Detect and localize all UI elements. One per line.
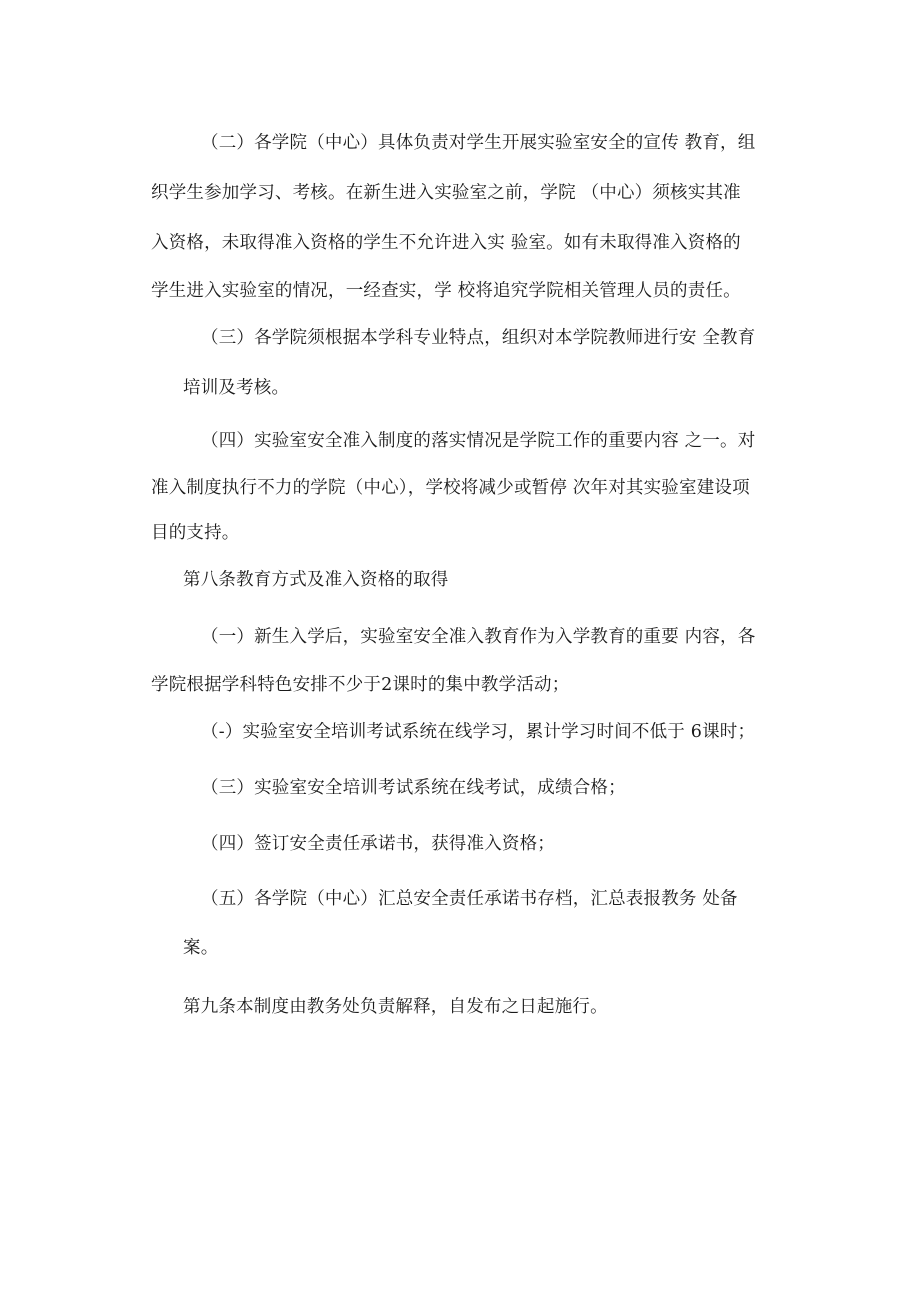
article-8-item-4: （四）签订安全责任承诺书，获得准入资格； — [201, 834, 555, 854]
paragraph-4-line-1: （四）实验室安全准入制度的落实情况是学院工作的重要内容 之一。对 — [201, 431, 756, 451]
paragraph-3-line-1: （三）各学院须根据本学科专业特点，组织对本学院教师进行安 全教育 — [201, 328, 756, 348]
paragraph-4-line-2: 准入制度执行不力的学院（中心），学校将减少或暂停 次年对其实验室建设项 — [151, 478, 750, 498]
article-8-item-5-line-2: 案。 — [183, 938, 219, 958]
article-8-item-2: （-）实验室安全培训考试系统在线学习，累计学习时间不低于 6课时； — [201, 722, 756, 742]
paragraph-3-line-2: 培训及考核。 — [183, 378, 290, 398]
paragraph-2-line-4: 学生进入实验室的情况，一经查实，学 校将追究学院相关管理人员的责任。 — [151, 281, 741, 301]
article-9-text: 第九条本制度由教务处负责解释，自发布之日起施行。 — [183, 997, 608, 1017]
article-8-item-5-line-1: （五）各学院（中心）汇总安全责任承诺书存档，汇总表报教务 处备 — [201, 889, 738, 909]
paragraph-4-line-3: 目的支持。 — [151, 523, 240, 543]
paragraph-2-line-2: 织学生参加学习、考核。在新生进入实验室之前，学院 （中心）须核实其准 — [151, 183, 741, 203]
paragraph-2-line-3: 入资格，未取得准入资格的学生不允许进入实 验室。如有未取得准入资格的 — [151, 233, 741, 253]
article-8-item-3: （三）实验室安全培训考试系统在线考试，成绩合格； — [201, 778, 626, 798]
article-8-heading: 第八条教育方式及准入资格的取得 — [183, 570, 449, 590]
article-8-item-1-line-2: 学院根据学科特色安排不少于2课时的集中教学活动； — [151, 675, 570, 695]
article-8-item-1-line-1: （一）新生入学后，实验室安全准入教育作为入学教育的重要 内容，各 — [201, 627, 756, 647]
paragraph-2-line-1: （二）各学院（中心）具体负责对学生开展实验室安全的宣传 教育，组 — [201, 133, 756, 153]
